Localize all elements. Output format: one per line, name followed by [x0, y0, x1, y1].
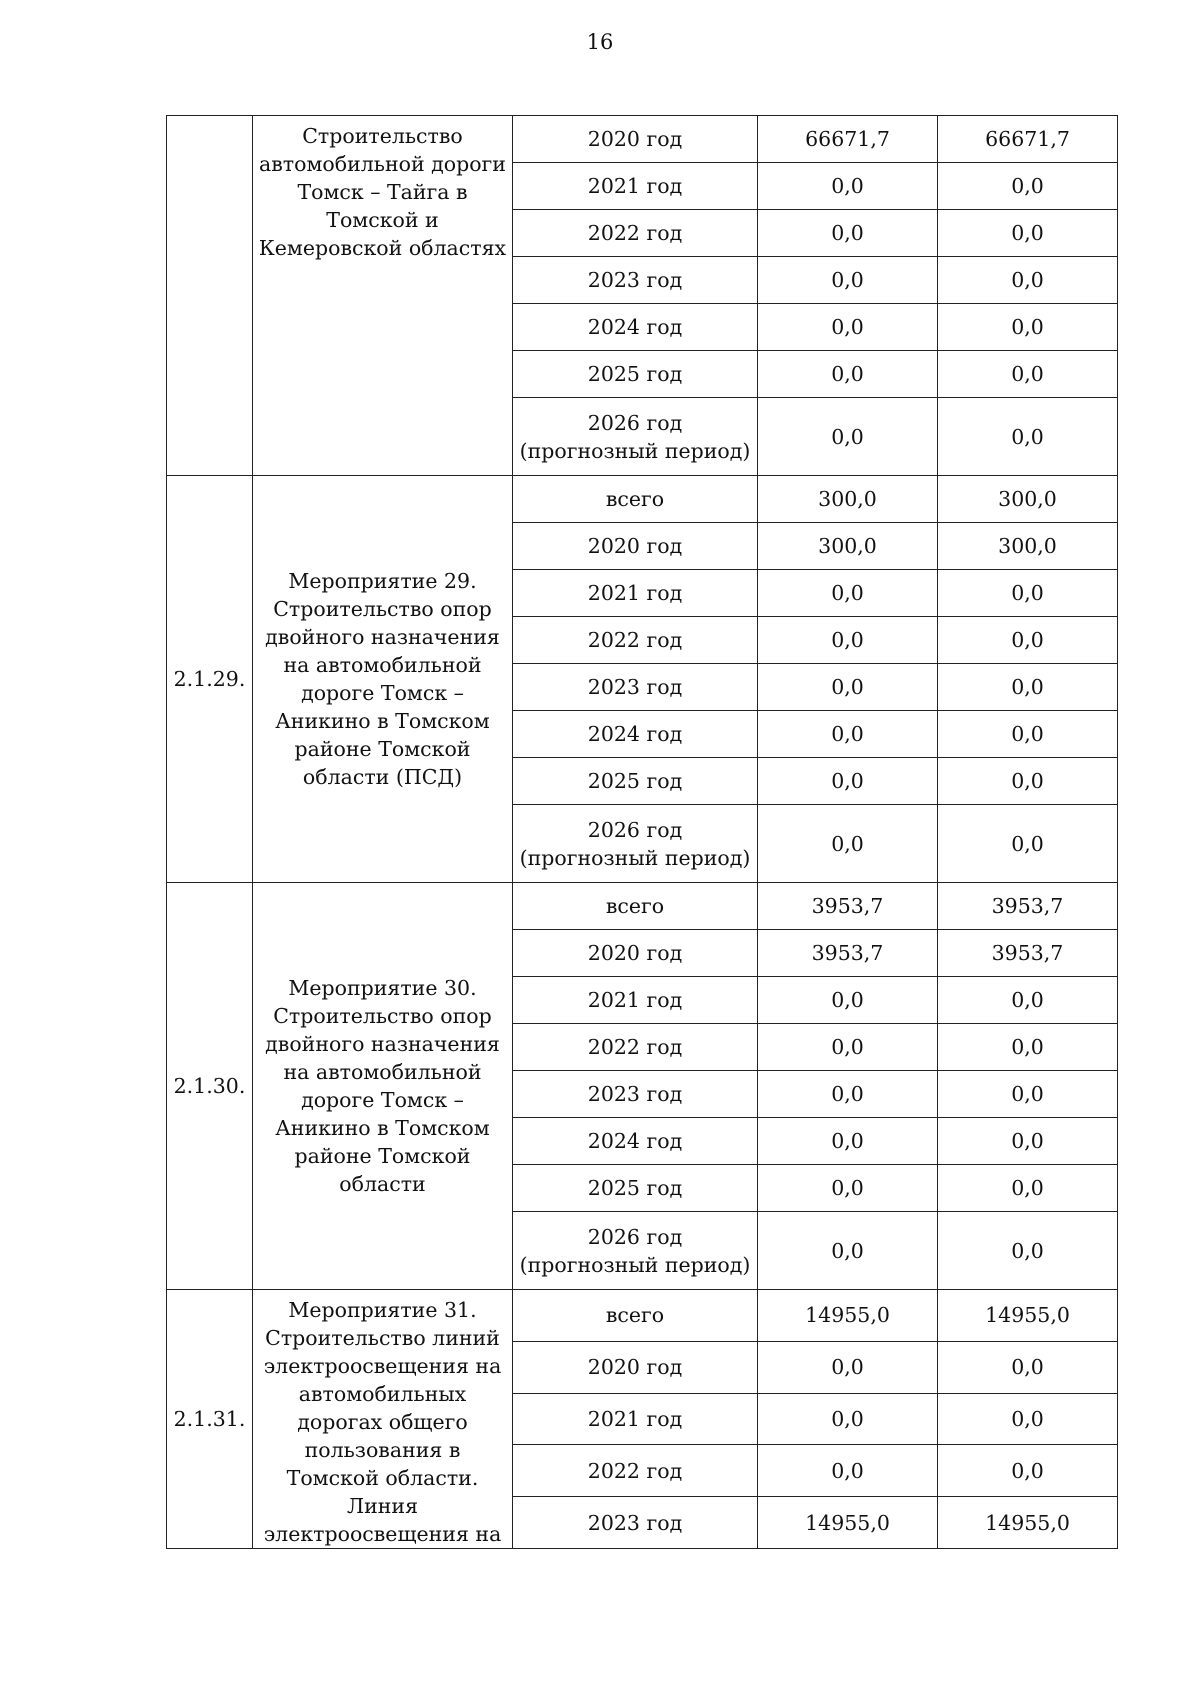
- value-total-cell: 0,0: [758, 1165, 938, 1212]
- value-budget-cell: 0,0: [938, 351, 1118, 398]
- period-cell: 2022 год: [513, 210, 758, 257]
- value-total-cell: 0,0: [758, 304, 938, 351]
- value-budget-cell: 300,0: [938, 523, 1118, 570]
- period-cell: 2022 год: [513, 1445, 758, 1497]
- period-cell: 2025 год: [513, 351, 758, 398]
- table-row: [167, 883, 1118, 930]
- value-total-cell: 14955,0: [758, 1290, 938, 1342]
- value-total-cell: 0,0: [758, 1445, 938, 1497]
- value-budget-cell: 0,0: [938, 617, 1118, 664]
- value-budget-cell: 0,0: [938, 1341, 1118, 1393]
- value-budget-cell: 0,0: [938, 210, 1118, 257]
- period-cell: 2020 год: [513, 930, 758, 977]
- value-total-cell: 3953,7: [758, 930, 938, 977]
- value-total-cell: 300,0: [758, 523, 938, 570]
- value-total-cell: 0,0: [758, 711, 938, 758]
- value-budget-cell: 0,0: [938, 1445, 1118, 1497]
- table-row: [167, 116, 1118, 163]
- measure-number: 2.1.30.: [167, 883, 253, 1290]
- value-total-cell: 0,0: [758, 1024, 938, 1071]
- value-total-cell: 66671,7: [758, 116, 938, 163]
- table-row: [167, 1290, 1118, 1342]
- value-total-cell: 0,0: [758, 1118, 938, 1165]
- period-cell: 2023 год: [513, 257, 758, 304]
- value-budget-cell: 0,0: [938, 398, 1118, 476]
- measure-name: Мероприятие 31. Строительство линий электроосвещения на автомобильных дорогах общего пользования в Томской области. Линия электроосвещения на: [253, 1290, 513, 1549]
- value-budget-cell: 0,0: [938, 1071, 1118, 1118]
- value-total-cell: 300,0: [758, 476, 938, 523]
- period-cell: 2024 год: [513, 711, 758, 758]
- period-cell: всего: [513, 476, 758, 523]
- value-budget-cell: 0,0: [938, 1212, 1118, 1290]
- period-cell: 2026 год (прогнозный период): [513, 805, 758, 883]
- period-cell: 2026 год (прогнозный период): [513, 1212, 758, 1290]
- value-budget-cell: 0,0: [938, 1393, 1118, 1445]
- value-budget-cell: 3953,7: [938, 930, 1118, 977]
- period-cell: 2021 год: [513, 163, 758, 210]
- table-row: [167, 476, 1118, 523]
- period-cell: 2020 год: [513, 116, 758, 163]
- value-total-cell: 0,0: [758, 398, 938, 476]
- value-total-cell: 0,0: [758, 1212, 938, 1290]
- value-total-cell: 0,0: [758, 351, 938, 398]
- period-cell: 2020 год: [513, 1341, 758, 1393]
- period-cell: 2021 год: [513, 977, 758, 1024]
- value-total-cell: 0,0: [758, 1393, 938, 1445]
- period-cell: 2022 год: [513, 1024, 758, 1071]
- value-budget-cell: 0,0: [938, 977, 1118, 1024]
- measure-number: [167, 116, 253, 476]
- value-budget-cell: 0,0: [938, 1024, 1118, 1071]
- value-budget-cell: 0,0: [938, 664, 1118, 711]
- value-budget-cell: 0,0: [938, 758, 1118, 805]
- measure-number: 2.1.29.: [167, 476, 253, 883]
- value-budget-cell: 0,0: [938, 257, 1118, 304]
- value-budget-cell: 0,0: [938, 805, 1118, 883]
- period-cell: 2024 год: [513, 304, 758, 351]
- period-cell: 2025 год: [513, 758, 758, 805]
- value-total-cell: 0,0: [758, 664, 938, 711]
- value-total-cell: 0,0: [758, 758, 938, 805]
- value-budget-cell: 0,0: [938, 570, 1118, 617]
- measure-name: Мероприятие 30. Строительство опор двойного назначения на автомобильной дороге Томск – Аникино в Томском районе Томской области: [253, 883, 513, 1290]
- value-total-cell: 0,0: [758, 570, 938, 617]
- value-budget-cell: 300,0: [938, 476, 1118, 523]
- period-cell: 2021 год: [513, 1393, 758, 1445]
- value-total-cell: 0,0: [758, 805, 938, 883]
- period-cell: 2025 год: [513, 1165, 758, 1212]
- measure-number: 2.1.31.: [167, 1290, 253, 1549]
- value-budget-cell: 14955,0: [938, 1290, 1118, 1342]
- value-total-cell: 0,0: [758, 1071, 938, 1118]
- value-total-cell: 0,0: [758, 210, 938, 257]
- value-total-cell: 0,0: [758, 977, 938, 1024]
- period-cell: 2022 год: [513, 617, 758, 664]
- value-budget-cell: 0,0: [938, 1118, 1118, 1165]
- period-cell: 2020 год: [513, 523, 758, 570]
- value-total-cell: 0,0: [758, 1341, 938, 1393]
- value-total-cell: 14955,0: [758, 1497, 938, 1549]
- period-cell: 2023 год: [513, 1497, 758, 1549]
- value-total-cell: 0,0: [758, 617, 938, 664]
- period-cell: 2024 год: [513, 1118, 758, 1165]
- value-budget-cell: 66671,7: [938, 116, 1118, 163]
- value-total-cell: 3953,7: [758, 883, 938, 930]
- page-number: 16: [586, 30, 614, 54]
- value-total-cell: 0,0: [758, 163, 938, 210]
- period-cell: всего: [513, 1290, 758, 1342]
- period-cell: 2023 год: [513, 664, 758, 711]
- value-budget-cell: 0,0: [938, 1165, 1118, 1212]
- value-budget-cell: 14955,0: [938, 1497, 1118, 1549]
- value-budget-cell: 3953,7: [938, 883, 1118, 930]
- funding-table-body: [167, 116, 1118, 1549]
- funding-table: [166, 115, 1118, 1549]
- period-cell: 2023 год: [513, 1071, 758, 1118]
- value-budget-cell: 0,0: [938, 304, 1118, 351]
- measure-name: Мероприятие 29. Строительство опор двойного назначения на автомобильной дороге Томск – Аникино в Томском районе Томской области (ПСД): [253, 476, 513, 883]
- period-cell: 2021 год: [513, 570, 758, 617]
- value-budget-cell: 0,0: [938, 711, 1118, 758]
- period-cell: всего: [513, 883, 758, 930]
- value-budget-cell: 0,0: [938, 163, 1118, 210]
- value-total-cell: 0,0: [758, 257, 938, 304]
- period-cell: 2026 год (прогнозный период): [513, 398, 758, 476]
- measure-name: Строительство автомобильной дороги Томск – Тайга в Томской и Кемеровской областях: [253, 116, 513, 476]
